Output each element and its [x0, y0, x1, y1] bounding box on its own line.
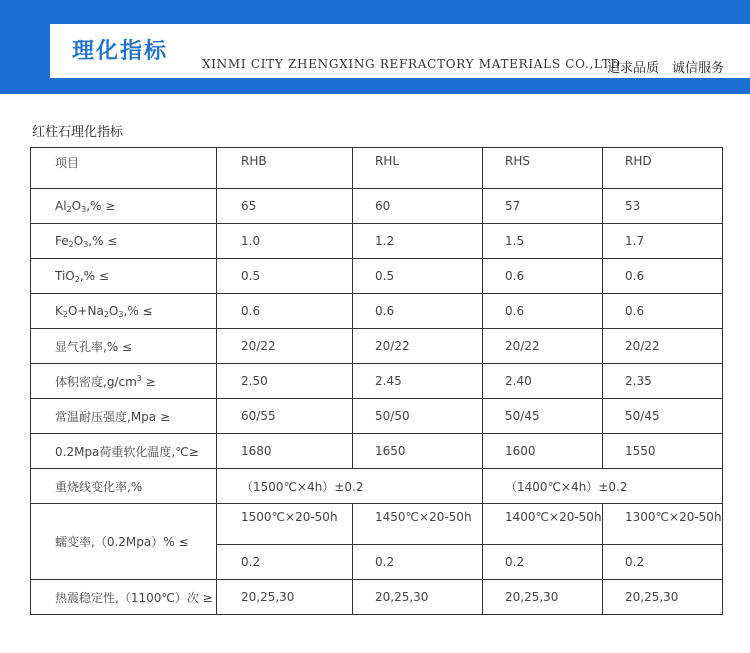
table-cell: 57 — [483, 189, 603, 224]
table-cell: 20/22 — [353, 329, 483, 364]
table-cell: 0.6 — [483, 294, 603, 329]
company-name: XINMI CITY ZHENGXING REFRACTORY MATERIALS CO.,LTD — [202, 57, 621, 71]
table-row — [31, 399, 723, 434]
table-cell: 1.2 — [353, 224, 483, 259]
table-cell: 0.6 — [603, 294, 723, 329]
table-cell: 20,25,30 — [603, 580, 723, 615]
row-label: TiO$_2$,% ≤ — [31, 259, 217, 294]
table-cell: 1.0 — [217, 224, 353, 259]
table-cell: 1550 — [603, 434, 723, 469]
table-cell: 1600 — [483, 434, 603, 469]
table-cell: 0.5 — [353, 259, 483, 294]
table-cell: （1500℃×4h）±0.2 — [217, 469, 483, 504]
row-label: 体积密度$,g/cm^3$ ≥ — [31, 364, 217, 399]
table-cell: 0.2 — [603, 545, 723, 580]
table-cell: 1680 — [217, 434, 353, 469]
table-cell: 65 — [217, 189, 353, 224]
spec-table — [30, 147, 723, 615]
table-row — [31, 580, 723, 615]
table-cell: 1300℃×20-50h — [603, 504, 723, 545]
table-row — [31, 294, 723, 329]
table-cell: 2.35 — [603, 364, 723, 399]
header-cell: RHB — [217, 148, 353, 189]
row-label: 蠕变率,（0.2Mpa）% ≤ — [31, 504, 217, 580]
table-cell: 20/22 — [603, 329, 723, 364]
table-cell: 60 — [353, 189, 483, 224]
table-cell: 2.50 — [217, 364, 353, 399]
table-row — [31, 504, 723, 545]
table-row — [31, 329, 723, 364]
section-heading: 红柱石理化指标 — [32, 125, 124, 140]
table-cell: 0.6 — [353, 294, 483, 329]
table-cell: 0.6 — [483, 259, 603, 294]
table-cell: 20/22 — [217, 329, 353, 364]
table-cell: 0.5 — [217, 259, 353, 294]
header-cell: RHD — [603, 148, 723, 189]
header-panel — [50, 24, 750, 78]
header-cell: RHS — [483, 148, 603, 189]
table-cell: （1400℃×4h）±0.2 — [483, 469, 723, 504]
table-row — [31, 469, 723, 504]
table-cell: 2.45 — [353, 364, 483, 399]
table-cell: 0.2 — [217, 545, 353, 580]
row-label: $Fe_2O_3,\%$ ≤ — [31, 224, 217, 259]
table-row — [31, 364, 723, 399]
table-cell: 0.2 — [483, 545, 603, 580]
row-label: $Al_2O_3,\%$ ≥ — [31, 189, 217, 224]
table-cell: 0.6 — [217, 294, 353, 329]
table-cell: 1500℃×20-50h — [217, 504, 353, 545]
table-cell: 20,25,30 — [483, 580, 603, 615]
table-cell: 20/22 — [483, 329, 603, 364]
table-cell: 20,25,30 — [353, 580, 483, 615]
table-cell: 1.5 — [483, 224, 603, 259]
table-cell: 2.40 — [483, 364, 603, 399]
row-label: 热震稳定性,（1100℃）次 ≥ — [31, 580, 217, 615]
table-row — [31, 189, 723, 224]
row-label: 常温耐压强度,Mpa ≥ — [31, 399, 217, 434]
header-banner — [0, 0, 750, 94]
row-label: 显气孔率,% ≤ — [31, 329, 217, 364]
table-row — [31, 434, 723, 469]
header-cell: RHL — [353, 148, 483, 189]
table-row — [31, 224, 723, 259]
table-cell: 50/50 — [353, 399, 483, 434]
table-cell: 1450℃×20-50h — [353, 504, 483, 545]
table-cell: 1400℃×20-50h — [483, 504, 603, 545]
table-cell: 53 — [603, 189, 723, 224]
table-header-row — [31, 148, 723, 189]
table-cell: 20,25,30 — [217, 580, 353, 615]
table-cell: 0.6 — [603, 259, 723, 294]
row-label: 0.2Mpa荷重软化温度,℃≥ — [31, 434, 217, 469]
slogan: 追求品质 诚信服务 — [606, 61, 724, 76]
table-cell: 60/55 — [217, 399, 353, 434]
table-cell: 1.7 — [603, 224, 723, 259]
table-cell: 1650 — [353, 434, 483, 469]
table-cell: 50/45 — [483, 399, 603, 434]
table-row — [31, 259, 723, 294]
row-label: $K_2O+Na_2O_3,\%$ ≤ — [31, 294, 217, 329]
page-title: 理化指标 — [72, 39, 169, 64]
table-cell: 50/45 — [603, 399, 723, 434]
header-cell: 项目 — [31, 148, 217, 189]
row-label: 重烧线变化率,% — [31, 469, 217, 504]
table-cell: 0.2 — [353, 545, 483, 580]
